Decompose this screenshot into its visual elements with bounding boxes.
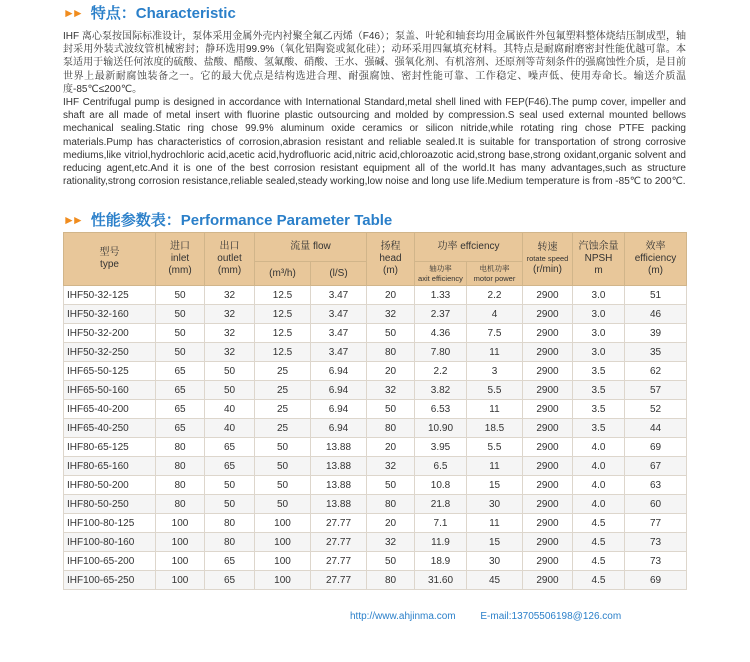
value-cell: 46 <box>625 305 687 324</box>
value-cell: 6.94 <box>311 362 367 381</box>
value-cell: 80 <box>156 495 205 514</box>
value-cell: 27.77 <box>311 533 367 552</box>
value-cell: 2900 <box>523 324 573 343</box>
value-cell: 2900 <box>523 514 573 533</box>
table-row <box>64 438 687 457</box>
model-cell: IHF100-80-160 <box>64 533 156 552</box>
value-cell: 3.82 <box>415 381 467 400</box>
value-cell: 3.0 <box>573 324 625 343</box>
table-row <box>64 343 687 362</box>
value-cell: 18.5 <box>467 419 523 438</box>
header-head: 扬程 head (m) <box>367 233 415 286</box>
value-cell: 12.5 <box>255 343 311 362</box>
value-cell: 12.5 <box>255 305 311 324</box>
value-cell: 50 <box>367 400 415 419</box>
value-cell: 50 <box>367 552 415 571</box>
value-cell: 4.5 <box>573 571 625 590</box>
value-cell: 7.80 <box>415 343 467 362</box>
value-cell: 50 <box>156 324 205 343</box>
value-cell: 27.77 <box>311 571 367 590</box>
value-cell: 2900 <box>523 495 573 514</box>
table-row <box>64 305 687 324</box>
table-row <box>64 457 687 476</box>
value-cell: 100 <box>156 571 205 590</box>
value-cell: 11 <box>467 457 523 476</box>
table-row <box>64 324 687 343</box>
value-cell: 65 <box>156 400 205 419</box>
value-cell: 2.2 <box>415 362 467 381</box>
value-cell: 80 <box>156 457 205 476</box>
value-cell: 4.0 <box>573 438 625 457</box>
value-cell: 20 <box>367 362 415 381</box>
value-cell: 2900 <box>523 533 573 552</box>
value-cell: 65 <box>205 552 255 571</box>
model-cell: IHF50-32-200 <box>64 324 156 343</box>
value-cell: 65 <box>156 362 205 381</box>
characteristic-english-text: IHF Centrifugal pump is designed in accordance with International Standard,metal shell lined with FEP(F46).The pump cover, impeller and shaft are all made of metal insert with fluorine plastic outsourcing and molded by compression.S seal used external mounted bellows mechanical sealing.Static ring chose 99.9% aluminum oxide ceramics or silicon nitride,while rotating ring chose PTFE packing materials.Pump has characteristics of corrosion,abrasion resistant and reliable sealed.It is suitable for transportation of strong corrosive mediums,like vitriol,hydrochloric acid,acetic acid,hydrofluoric acid,nitric acid,chloroazotic acid,strong base,strong oxidant,organic solvent and reducing agent,etc.And it is one of the best corrosion resistant equipment all of the world.It has many advantages,such as structure rationality,strong corrosion resistance,reliable sealed,steady working,low noise and long use life.Medium temperature is from -85℃ to 200℃. <box>63 97 686 188</box>
value-cell: 50 <box>367 476 415 495</box>
value-cell: 50 <box>255 476 311 495</box>
value-cell: 100 <box>255 571 311 590</box>
value-cell: 50 <box>255 457 311 476</box>
table-row <box>64 286 687 305</box>
value-cell: 12.5 <box>255 286 311 305</box>
value-cell: 13.88 <box>311 438 367 457</box>
value-cell: 18.9 <box>415 552 467 571</box>
header-outlet: 出口 outlet (mm) <box>205 233 255 286</box>
value-cell: 32 <box>205 324 255 343</box>
performance-heading <box>63 209 392 230</box>
value-cell: 11 <box>467 343 523 362</box>
value-cell: 51 <box>625 286 687 305</box>
value-cell: 6.94 <box>311 400 367 419</box>
value-cell: 50 <box>205 362 255 381</box>
value-cell: 3.5 <box>573 419 625 438</box>
value-cell: 32 <box>367 381 415 400</box>
value-cell: 100 <box>255 514 311 533</box>
value-cell: 3.47 <box>311 343 367 362</box>
value-cell: 60 <box>625 495 687 514</box>
value-cell: 4.0 <box>573 495 625 514</box>
value-cell: 2900 <box>523 457 573 476</box>
header-npsh: 汽蚀余量 NPSH m <box>573 233 625 286</box>
value-cell: 15 <box>467 476 523 495</box>
header-type: 型号 type <box>64 233 156 286</box>
value-cell: 62 <box>625 362 687 381</box>
model-cell: IHF80-50-200 <box>64 476 156 495</box>
value-cell: 80 <box>205 514 255 533</box>
footer <box>350 611 643 622</box>
value-cell: 30 <box>467 552 523 571</box>
value-cell: 2900 <box>523 400 573 419</box>
value-cell: 21.8 <box>415 495 467 514</box>
value-cell: 25 <box>255 381 311 400</box>
model-cell: IHF50-32-250 <box>64 343 156 362</box>
value-cell: 30 <box>467 495 523 514</box>
value-cell: 45 <box>467 571 523 590</box>
table-row <box>64 381 687 400</box>
value-cell: 100 <box>156 552 205 571</box>
characteristic-title: 特点：Characteristic <box>90 5 236 22</box>
value-cell: 40 <box>205 400 255 419</box>
value-cell: 100 <box>156 514 205 533</box>
value-cell: 2900 <box>523 552 573 571</box>
value-cell: 3.0 <box>573 343 625 362</box>
value-cell: 65 <box>205 571 255 590</box>
value-cell: 100 <box>255 533 311 552</box>
value-cell: 25 <box>255 419 311 438</box>
value-cell: 69 <box>625 438 687 457</box>
value-cell: 32 <box>205 305 255 324</box>
table-row <box>64 533 687 552</box>
value-cell: 2900 <box>523 286 573 305</box>
table-row <box>64 476 687 495</box>
value-cell: 73 <box>625 533 687 552</box>
value-cell: 65 <box>156 419 205 438</box>
model-cell: IHF80-65-160 <box>64 457 156 476</box>
value-cell: 65 <box>205 457 255 476</box>
value-cell: 32 <box>205 286 255 305</box>
value-cell: 4.0 <box>573 457 625 476</box>
value-cell: 57 <box>625 381 687 400</box>
header-efficiency: 效率 efficiency (m) <box>625 233 687 286</box>
value-cell: 50 <box>367 324 415 343</box>
value-cell: 2900 <box>523 476 573 495</box>
header-flow-m3h: (m³/h) <box>255 262 311 286</box>
value-cell: 2900 <box>523 305 573 324</box>
value-cell: 15 <box>467 533 523 552</box>
value-cell: 20 <box>367 514 415 533</box>
value-cell: 50 <box>205 381 255 400</box>
value-cell: 2900 <box>523 438 573 457</box>
performance-title: 性能参数表：Performance Parameter Table <box>90 212 393 229</box>
value-cell: 44 <box>625 419 687 438</box>
value-cell: 31.60 <box>415 571 467 590</box>
double-arrow-icon: ►► <box>63 5 81 20</box>
value-cell: 3.47 <box>311 305 367 324</box>
value-cell: 32 <box>367 457 415 476</box>
value-cell: 3.95 <box>415 438 467 457</box>
value-cell: 3.0 <box>573 305 625 324</box>
table-row <box>64 552 687 571</box>
value-cell: 63 <box>625 476 687 495</box>
value-cell: 52 <box>625 400 687 419</box>
value-cell: 13.88 <box>311 495 367 514</box>
value-cell: 2.2 <box>467 286 523 305</box>
value-cell: 11.9 <box>415 533 467 552</box>
header-inlet: 进口 inlet (mm) <box>156 233 205 286</box>
value-cell: 100 <box>255 552 311 571</box>
header-speed: 转速 rotate speed (r/min) <box>523 233 573 286</box>
value-cell: 11 <box>467 400 523 419</box>
value-cell: 13.88 <box>311 457 367 476</box>
value-cell: 69 <box>625 571 687 590</box>
model-cell: IHF50-32-160 <box>64 305 156 324</box>
value-cell: 35 <box>625 343 687 362</box>
value-cell: 20 <box>367 286 415 305</box>
value-cell: 6.53 <box>415 400 467 419</box>
value-cell: 4.36 <box>415 324 467 343</box>
table-row <box>64 400 687 419</box>
table-row <box>64 514 687 533</box>
value-cell: 2.37 <box>415 305 467 324</box>
value-cell: 40 <box>205 419 255 438</box>
value-cell: 5.5 <box>467 438 523 457</box>
value-cell: 50 <box>205 476 255 495</box>
model-cell: IHF100-65-250 <box>64 571 156 590</box>
value-cell: 7.1 <box>415 514 467 533</box>
double-arrow-icon: ►► <box>63 212 81 227</box>
value-cell: 25 <box>255 400 311 419</box>
value-cell: 2900 <box>523 571 573 590</box>
model-cell: IHF100-80-125 <box>64 514 156 533</box>
model-cell: IHF80-50-250 <box>64 495 156 514</box>
value-cell: 4.0 <box>573 476 625 495</box>
header-power: 功率 effciency <box>415 233 523 262</box>
value-cell: 3 <box>467 362 523 381</box>
value-cell: 32 <box>367 533 415 552</box>
website-link[interactable]: http://www.ahjinma.com <box>350 611 456 622</box>
value-cell: 4.5 <box>573 552 625 571</box>
value-cell: 65 <box>205 438 255 457</box>
model-cell: IHF65-50-160 <box>64 381 156 400</box>
value-cell: 32 <box>367 305 415 324</box>
table-row <box>64 419 687 438</box>
value-cell: 73 <box>625 552 687 571</box>
value-cell: 3.5 <box>573 381 625 400</box>
value-cell: 80 <box>367 495 415 514</box>
email-text: E-mail:13705506198@126.com <box>480 611 622 622</box>
model-cell: IHF65-40-200 <box>64 400 156 419</box>
model-cell: IHF50-32-125 <box>64 286 156 305</box>
model-cell: IHF65-50-125 <box>64 362 156 381</box>
value-cell: 65 <box>156 381 205 400</box>
value-cell: 39 <box>625 324 687 343</box>
value-cell: 11 <box>467 514 523 533</box>
value-cell: 3.0 <box>573 286 625 305</box>
model-cell: IHF100-65-200 <box>64 552 156 571</box>
value-cell: 20 <box>367 438 415 457</box>
value-cell: 77 <box>625 514 687 533</box>
value-cell: 80 <box>205 533 255 552</box>
value-cell: 1.33 <box>415 286 467 305</box>
characteristic-chinese-text: IHF 离心泵按国际标准设计，泵体采用金属外壳内衬聚全氟乙丙烯（F46）；泵盖、叶轮和轴套均用金属嵌件外包氟塑料整体烧结压制成型，轴封采用外装式波纹管机械密封；静环选用99.9%（氧化铝陶瓷或氮化硅）；动环采用四氟填充材料。其特点是耐腐耐磨密封性能优越可靠。本泵适用于输送任何浓度的硫酸、盐酸、醋酸、氢氟酸、硝酸、王水、强碱、强氧化剂、有机溶剂、还原剂等苛刻条件的强腐蚀性介质，是目前世界上最新耐腐蚀装备之一。它的最大优点是结构选进合理、耐强腐蚀、密封性能可靠、工作稳定、噪声低、使用寿命长。输送介质温度-85℃≤200℃。 <box>63 31 686 95</box>
value-cell: 3.47 <box>311 286 367 305</box>
value-cell: 50 <box>156 305 205 324</box>
performance-table <box>63 232 687 590</box>
value-cell: 80 <box>367 571 415 590</box>
header-shaft-power: 轴功率 axit efficiency <box>415 262 467 286</box>
value-cell: 3.5 <box>573 362 625 381</box>
value-cell: 10.90 <box>415 419 467 438</box>
header-motor-power: 电机功率 motor power <box>467 262 523 286</box>
value-cell: 13.88 <box>311 476 367 495</box>
characteristic-heading <box>63 2 236 23</box>
value-cell: 25 <box>255 362 311 381</box>
value-cell: 10.8 <box>415 476 467 495</box>
value-cell: 80 <box>367 343 415 362</box>
model-cell: IHF80-65-125 <box>64 438 156 457</box>
value-cell: 12.5 <box>255 324 311 343</box>
table-row <box>64 362 687 381</box>
value-cell: 6.94 <box>311 381 367 400</box>
header-flow-ls: (l/S) <box>311 262 367 286</box>
value-cell: 80 <box>367 419 415 438</box>
value-cell: 27.77 <box>311 552 367 571</box>
value-cell: 5.5 <box>467 381 523 400</box>
value-cell: 3.5 <box>573 400 625 419</box>
value-cell: 50 <box>205 495 255 514</box>
value-cell: 3.47 <box>311 324 367 343</box>
value-cell: 2900 <box>523 362 573 381</box>
value-cell: 4 <box>467 305 523 324</box>
value-cell: 2900 <box>523 419 573 438</box>
header-flow: 流量 flow <box>255 233 367 262</box>
value-cell: 50 <box>156 343 205 362</box>
value-cell: 6.5 <box>415 457 467 476</box>
value-cell: 32 <box>205 343 255 362</box>
value-cell: 80 <box>156 438 205 457</box>
value-cell: 2900 <box>523 343 573 362</box>
table-row <box>64 571 687 590</box>
model-cell: IHF65-40-250 <box>64 419 156 438</box>
value-cell: 4.5 <box>573 514 625 533</box>
value-cell: 7.5 <box>467 324 523 343</box>
value-cell: 50 <box>156 286 205 305</box>
value-cell: 80 <box>156 476 205 495</box>
value-cell: 50 <box>255 495 311 514</box>
table-row <box>64 495 687 514</box>
value-cell: 6.94 <box>311 419 367 438</box>
value-cell: 2900 <box>523 381 573 400</box>
value-cell: 67 <box>625 457 687 476</box>
value-cell: 27.77 <box>311 514 367 533</box>
value-cell: 50 <box>255 438 311 457</box>
value-cell: 4.5 <box>573 533 625 552</box>
value-cell: 100 <box>156 533 205 552</box>
